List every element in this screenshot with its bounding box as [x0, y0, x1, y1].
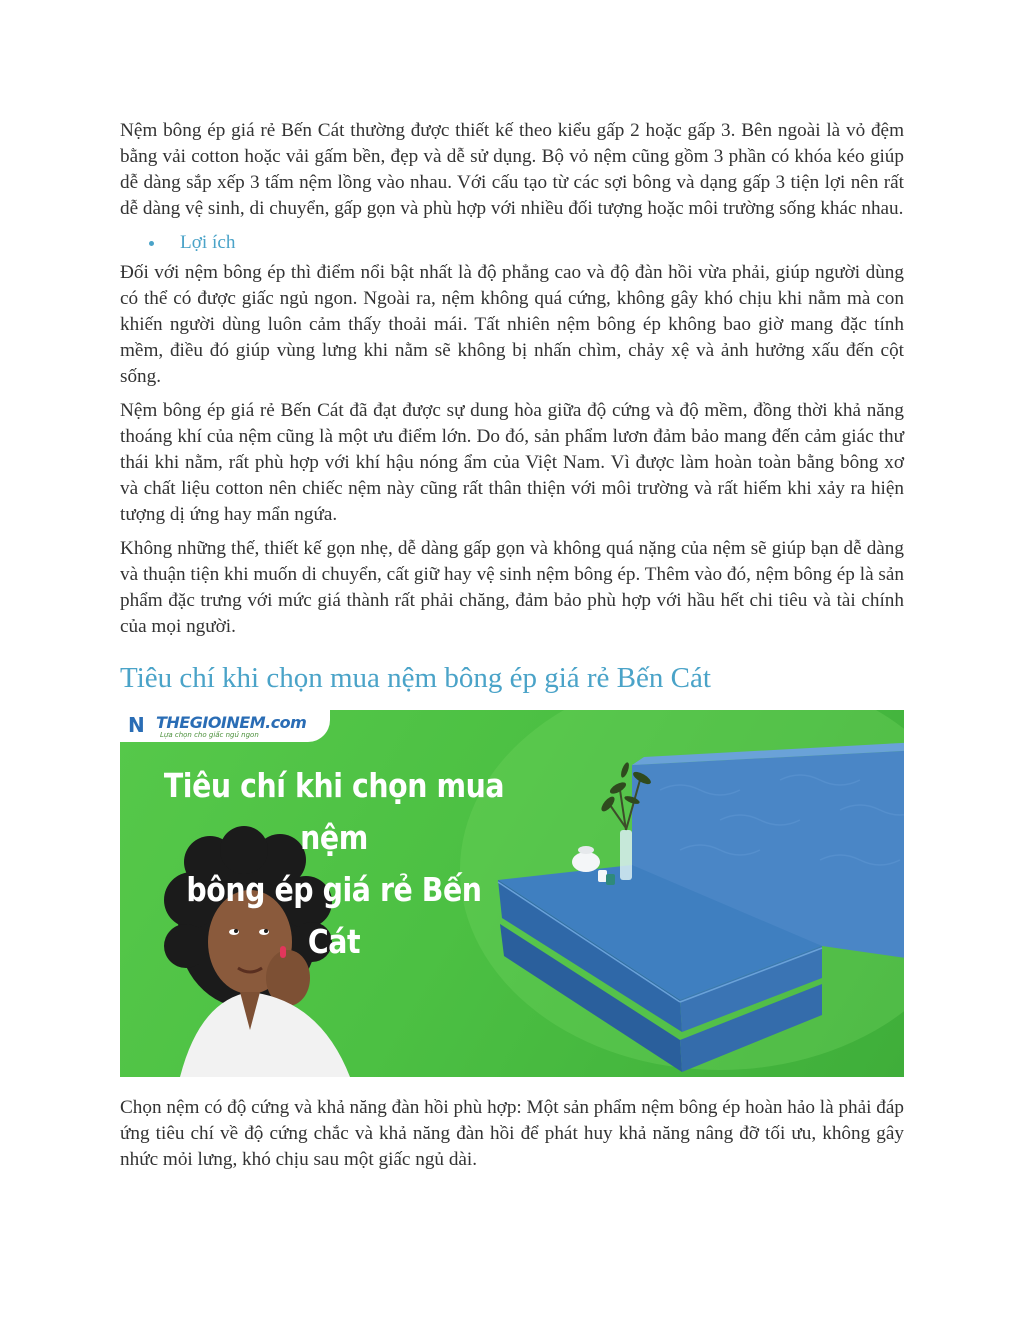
brand-tagline: Lựa chọn cho giấc ngủ ngon	[160, 731, 259, 739]
brand-logo-text: THEGIOINEM.com	[156, 713, 307, 732]
benefits-list	[120, 230, 904, 256]
benefits-bullet	[120, 230, 904, 256]
banner-title-line-2: bông ép giá rẻ Bến Cát	[186, 870, 482, 961]
benefit-paragraph-3: Không những thế, thiết kế gọn nhẹ, dễ dàng gấp gọn và không quá nặng của nệm sẽ giúp bạn dễ dàng và thuận tiện khi muốn di chuyển, cất giữ hay vệ sinh nệm bông ép. Thêm vào đó, nệm bông ép là sản phẩm đặc trưng với mức giá thành rất phải chăng, đảm bảo phù hợp với hầu hết chi tiêu và tài chính của mọi người.	[120, 538, 904, 637]
intro-paragraph: Nệm bông ép giá rẻ Bến Cát thường được thiết kế theo kiểu gấp 2 hoặc gấp 3. Bên ngoài là vỏ đệm bằng vải cotton hoặc vải gấm bền, đẹp và dễ sử dụng. Bộ vỏ nệm cũng gồm 3 phần có khóa kéo giúp dễ dàng sắp xếp 3 tấm nệm lồng vào nhau. Với cấu tạo từ các sợi bông và dạng gấp 3 tiện lợi nên rất dễ dàng vệ sinh, di chuyển, gấp gọn và phù hợp với nhiều đối tượng hoặc môi trường sống khác nhau.	[120, 120, 904, 219]
criteria-paragraph: Chọn nệm có độ cứng và khả năng đàn hồi phù hợp: Một sản phẩm nệm bông ép hoàn hảo là phải đáp ứng tiêu chí về độ cứng chắc và khả năng đàn hồi để phát huy khả năng nâng đỡ tối ưu, không gây nhức mỏi lưng, khó chịu sau một giấc ngủ dài.	[120, 1097, 904, 1170]
section-heading: Tiêu chí khi chọn mua nệm bông ép giá rẻ Bến Cát	[120, 662, 711, 694]
banner-title-line-1: Tiêu chí khi chọn mua nệm	[163, 766, 505, 857]
brand-mark-icon: N	[128, 713, 145, 737]
document-page	[120, 118, 904, 1181]
banner-image	[120, 710, 904, 1077]
banner-title	[162, 760, 506, 968]
benefit-paragraph-2: Nệm bông ép giá rẻ Bến Cát đã đạt được sự dung hòa giữa độ cứng và độ mềm, đồng thời khả năng thoáng khí của nệm cũng là một ưu điểm lớn. Do đó, sản phẩm lươn đảm bảo mang đến cảm giác thư thái khi nằm, rất phù hợp với khí hậu nóng ẩm của Việt Nam. Vì được làm hoàn toàn bằng bông xơ và chất liệu cotton nên chiếc nệm này cũng rất thân thiện với môi trường và rất hiếm khi xảy ra hiện tượng dị ứng hay mẩn ngứa.	[120, 400, 904, 525]
benefits-bullet-label: Lợi ích	[180, 232, 236, 253]
bullet-dot-icon	[149, 241, 154, 246]
brand-logo	[120, 710, 330, 742]
benefit-paragraph-1: Đối với nệm bông ép thì điểm nổi bật nhất là độ phẳng cao và độ đàn hồi vừa phải, giúp người dùng có thể có được giấc ngủ ngon. Ngoài ra, nệm không quá cứng, không gây khó chịu khi nằm mà con khiến người dùng luôn cảm thấy thoải mái. Tất nhiên nệm bông ép không bao giờ mang đặc tính mềm, điều đó giúp vùng lưng khi nằm sẽ không bị nhấn chìm, chảy xệ và ảnh hưởng xấu đến cột sống.	[120, 262, 904, 387]
